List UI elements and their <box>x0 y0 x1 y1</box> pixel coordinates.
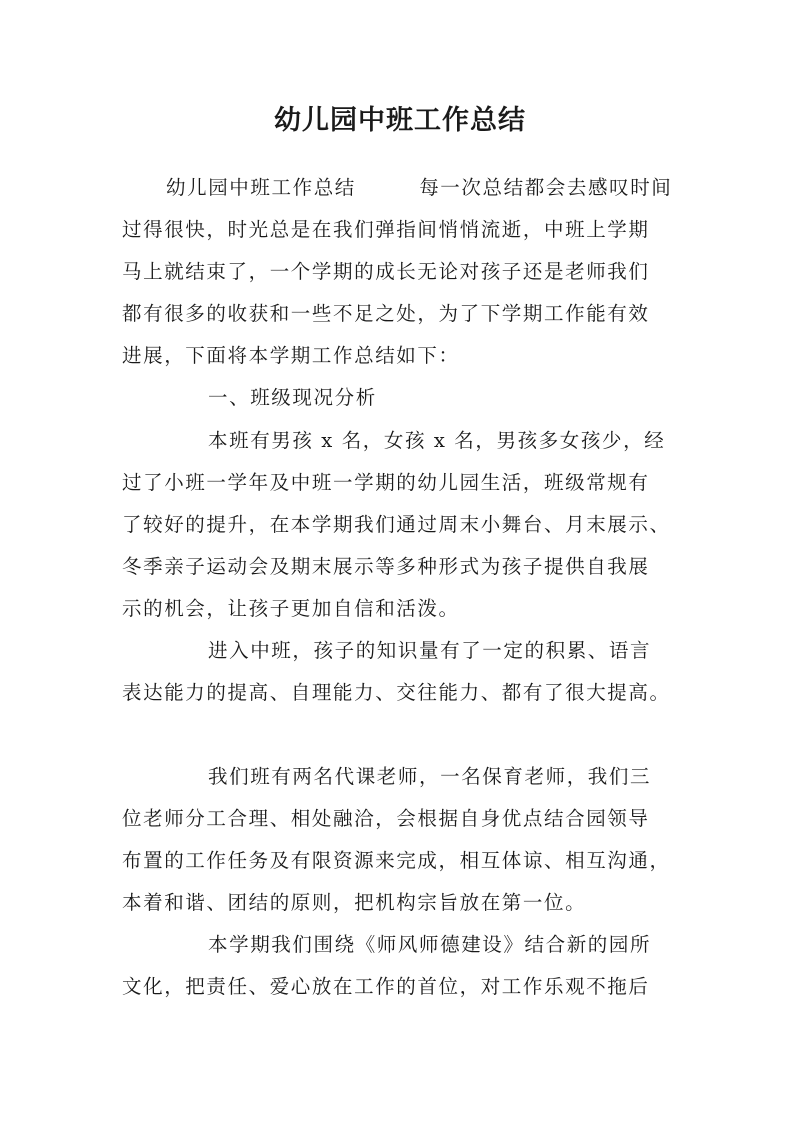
paragraph-line: 过了小班一学年及中班一学期的幼儿园生活，班级常规有 <box>122 471 650 494</box>
document-title: 幼儿园中班工作总结 <box>274 105 526 136</box>
paragraph-line: 进展，下面将本学期工作总结如下： <box>122 344 460 367</box>
paragraph-line: 文化，把责任、爱心放在工作的首位，对工作乐观不拖后 <box>122 975 650 998</box>
paragraph-line: 我们班有两名代课老师，一名保育老师，我们三 <box>208 765 652 788</box>
paragraph-line: 位老师分工合理、相处融洽，会根据自身优点结合园领导 <box>122 807 650 830</box>
paragraph-line: 本班有男孩 x 名，女孩 x 名，男孩多女孩少，经 <box>208 429 666 452</box>
paragraph-line: 马上就结束了，一个学期的成长无论对孩子还是老师我们 <box>122 260 650 283</box>
paragraph-line: 都有很多的收获和一些不足之处，为了下学期工作能有效 <box>122 302 650 325</box>
paragraph-line: 本学期我们围绕《师风师德建设》结合新的园所 <box>208 933 652 956</box>
paragraph-line: 表达能力的提高、自理能力、交往能力、都有了很大提高。 <box>122 681 671 704</box>
paragraph-line: 进入中班，孩子的知识量有了一定的积累、语言 <box>208 639 652 662</box>
paragraph-line: 过得很快，时光总是在我们弹指间悄悄流逝，中班上学期 <box>122 218 650 241</box>
paragraph-line: 示的机会，让孩子更加自信和活泼。 <box>122 597 460 620</box>
paragraph-line: 本着和谐、团结的原则，把机构宗旨放在第一位。 <box>122 891 587 914</box>
section-heading: 一、班级现况分析 <box>208 386 377 409</box>
paragraph-line: 冬季亲子运动会及期末展示等多种形式为孩子提供自我展 <box>122 555 650 578</box>
paragraph-line: 幼儿园中班工作总结 每一次总结都会去感叹时间 <box>166 176 673 199</box>
paragraph-line: 了较好的提升，在本学期我们通过周末小舞台、月末展示、 <box>122 513 671 536</box>
paragraph-line: 布置的工作任务及有限资源来完成，相互体谅、相互沟通， <box>122 849 671 872</box>
